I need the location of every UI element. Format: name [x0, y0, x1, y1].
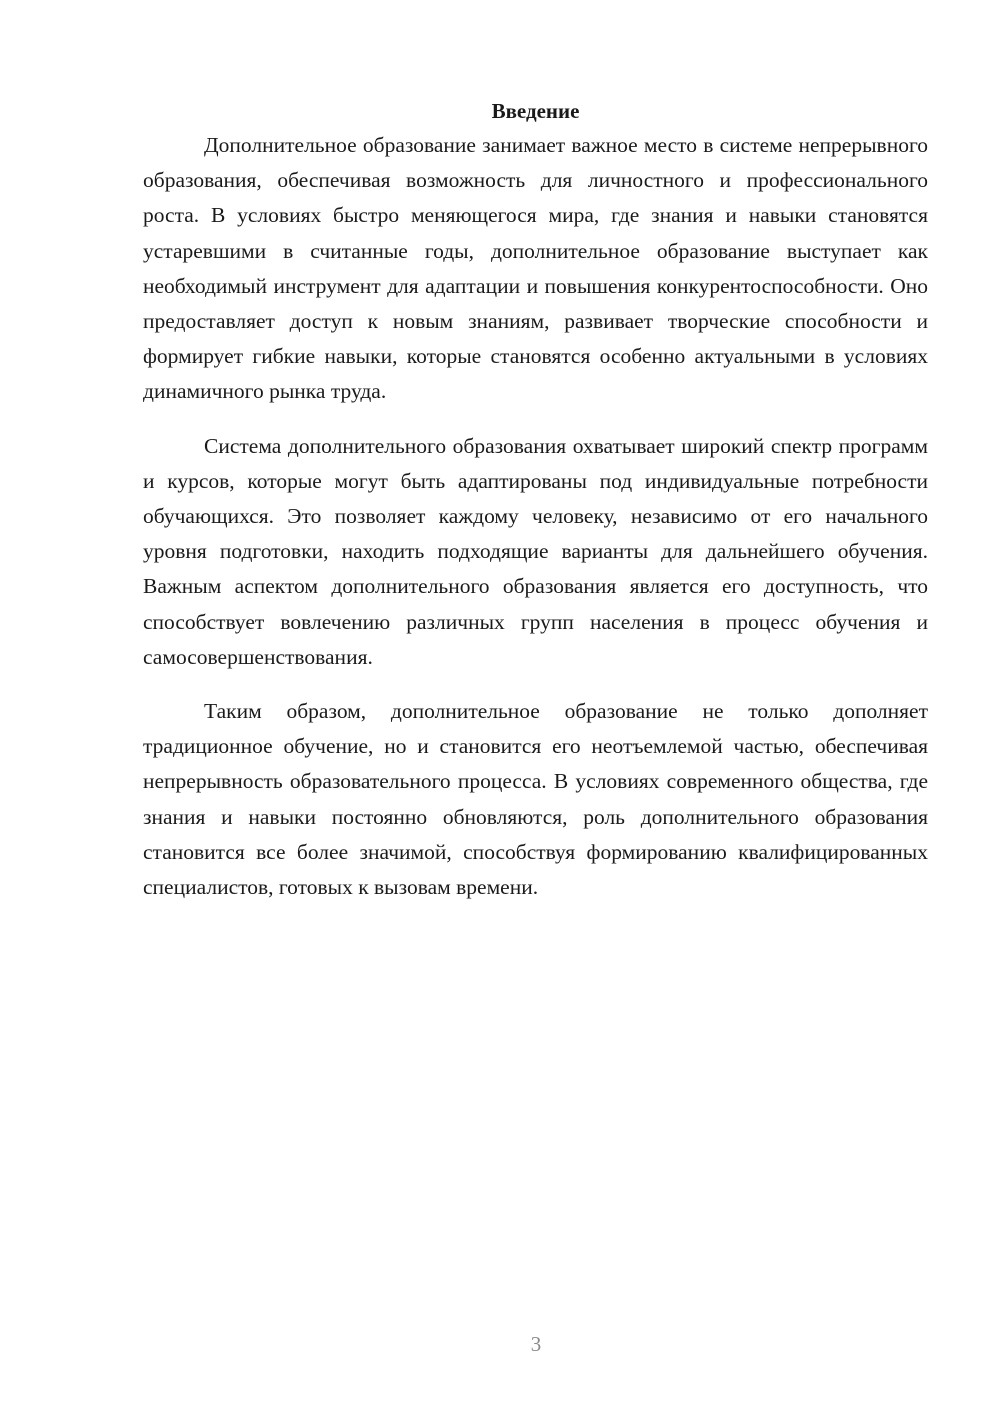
section-title: Введение [491, 99, 580, 123]
page-number: 3 [530, 1332, 542, 1356]
paragraph-3: Таким образом, дополнительное образование не только дополняет традиционное обучение, но и становится его неотъемлемой частью, обеспечивая непрерывность образовательного процесса. В условиях современного общества, где знания и навыки постоянно обновляются, роль дополнительного образования становится все более значимой, способствуя формированию квалифицированных специалистов, готовых к вызовам времени. [143, 699, 928, 900]
paragraph-1: Дополнительное образование занимает важное место в системе непрерывного образования, обеспечивая возможность для личностного и профессионального роста. В условиях быстро меняющегося мира, где знания и навыки становятся устаревшими в считанные годы, дополнительное образование выступает как необходимый инструмент для адаптации и повышения конкурентоспособности. Оно предоставляет доступ к новым знаниям, развивает творческие способности и формирует гибкие навыки, которые становятся особенно актуальными в условиях динамичного рынка труда. [143, 133, 928, 404]
paragraph-2: Система дополнительного образования охватывает широкий спектр программ и курсов, которые могут быть адаптированы под индивидуальные потребности обучающихся. Это позволяет каждому человеку, независимо от его начального уровня подготовки, находить подходящие варианты для дальнейшего обучения. Важным аспектом дополнительного образования является его доступность, что способствует вовлечению различных групп населения в процесс обучения и самосовершенствования. [143, 433, 928, 669]
page-content [143, 92, 928, 924]
